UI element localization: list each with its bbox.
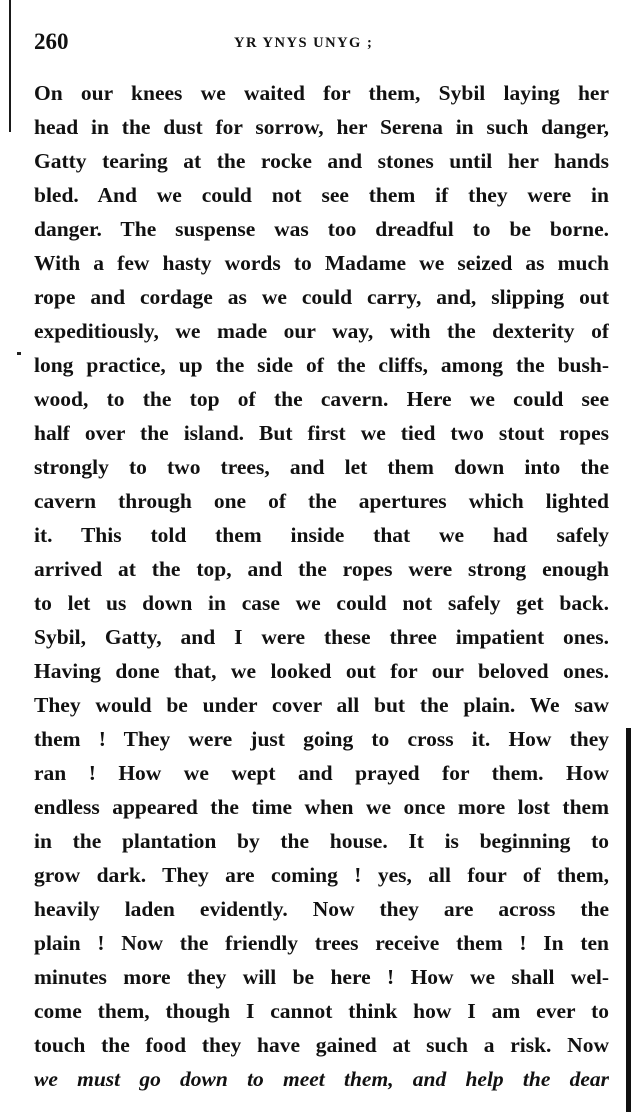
text-line: Having done that, we looked out for our beloved ones.: [34, 659, 609, 683]
text-line: long practice, up the side of the cliffs, among the bush-: [34, 353, 609, 377]
text-line: expeditiously, we made our way, with the dexterity of: [34, 319, 609, 343]
text-line: cavern through one of the apertures which lighted: [34, 489, 609, 513]
body-text: [34, 76, 609, 1096]
text-line: minutes more they will be here ! How we shall wel-: [34, 965, 609, 989]
left-margin-rule: [9, 0, 11, 132]
text-line: Sybil, Gatty, and I were these three impatient ones.: [34, 625, 609, 649]
text-line: in the plantation by the house. It is beginning to: [34, 829, 609, 853]
text-line: we must go down to meet them, and help the dear: [34, 1067, 609, 1091]
text-line: rope and cordage as we could carry, and, slipping out: [34, 285, 609, 309]
page-header: [34, 28, 609, 56]
page-number: 260: [34, 29, 69, 54]
text-line: bled. And we could not see them if they were in: [34, 183, 609, 207]
text-line: ran ! How we wept and prayed for them. How: [34, 761, 609, 785]
text-line: grow dark. They are coming ! yes, all four of them,: [34, 863, 609, 887]
text-line: endless appeared the time when we once more lost them: [34, 795, 609, 819]
text-line: plain ! Now the friendly trees receive them ! In ten: [34, 931, 609, 955]
text-line: them ! They were just going to cross it. How they: [34, 727, 609, 751]
text-line: With a few hasty words to Madame we seized as much: [34, 251, 609, 275]
text-line: On our knees we waited for them, Sybil laying her: [34, 81, 609, 105]
text-line: come them, though I cannot think how I am ever to: [34, 999, 609, 1023]
text-line: half over the island. But first we tied two stout ropes: [34, 421, 609, 445]
text-line: heavily laden evidently. Now they are across the: [34, 897, 609, 921]
running-head: YR YNYS UNYG ;: [234, 35, 374, 51]
text-line: strongly to two trees, and let them down into the: [34, 455, 609, 479]
text-line: arrived at the top, and the ropes were strong enough: [34, 557, 609, 581]
right-margin-rule: [626, 728, 631, 1112]
text-line: Gatty tearing at the rocke and stones until her hands: [34, 149, 609, 173]
text-line: wood, to the top of the cavern. Here we could see: [34, 387, 609, 411]
text-line: touch the food they have gained at such a risk. Now: [34, 1033, 609, 1057]
text-line: it. This told them inside that we had safely: [34, 523, 609, 547]
text-line: head in the dust for sorrow, her Serena in such danger,: [34, 115, 609, 139]
text-line: They would be under cover all but the plain. We saw: [34, 693, 609, 717]
margin-mark: [17, 352, 21, 355]
text-line: to let us down in case we could not safely get back.: [34, 591, 609, 615]
text-line: danger. The suspense was too dreadful to be borne.: [34, 217, 609, 241]
